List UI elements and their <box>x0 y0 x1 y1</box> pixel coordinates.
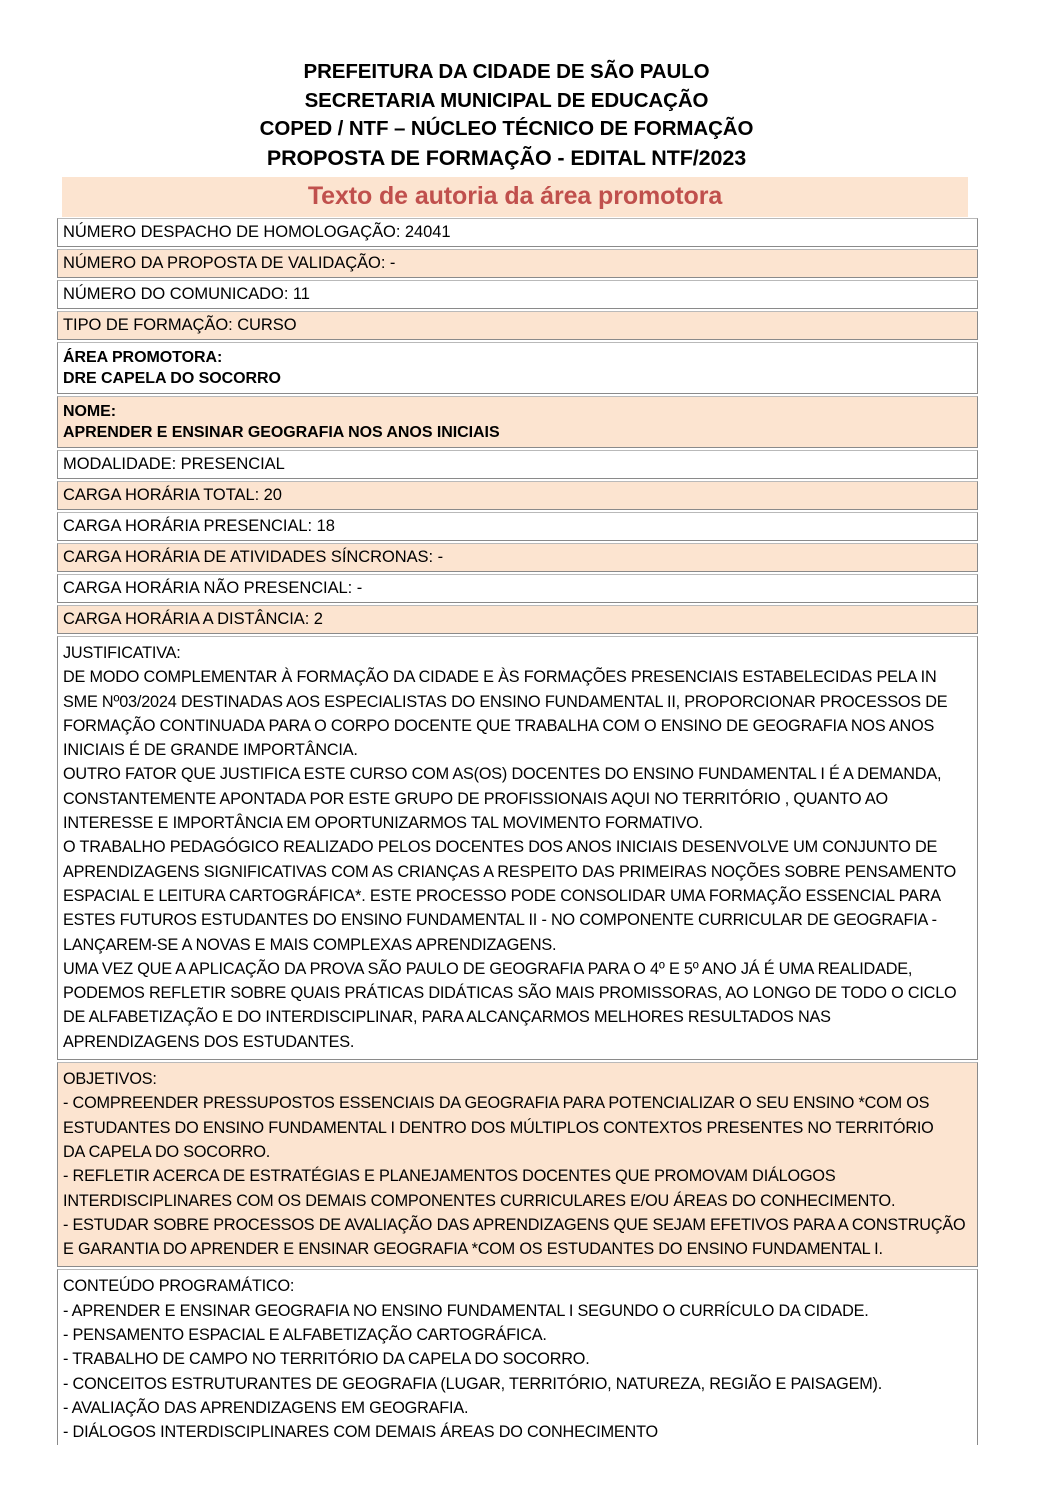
justificativa-line: UMA VEZ QUE A APLICAÇÃO DA PROVA SÃO PAULO DE GEOGRAFIA PARA O 4º E 5º ANO JÁ É UMA REALIDADE, <box>63 958 913 978</box>
document-header <box>57 58 978 172</box>
objetivos-line: - ESTUDAR SOBRE PROCESSOS DE AVALIAÇÃO DAS APRENDIZAGENS QUE SEJAM EFETIVOS PARA A CONSTRUÇÃO <box>63 1214 966 1234</box>
justificativa-line: LANÇAREM-SE A NOVAS E MAIS COMPLEXAS APRENDIZAGENS. <box>63 934 557 954</box>
justificativa-line: SME Nº03/2024 DESTINADAS AOS ESPECIALISTAS DO ENSINO FUNDAMENTAL II, PROPORCIONAR PROCESSOS DE <box>63 691 948 711</box>
justificativa-heading: JUSTIFICATIVA: <box>63 643 181 662</box>
header-line-secretaria: SECRETARIA MUNICIPAL DE EDUCAÇÃO <box>304 88 709 112</box>
justificativa-line: INICIAIS É DE GRANDE IMPORTÂNCIA. <box>63 740 358 760</box>
justificativa-line: ESPACIAL E LEITURA CARTOGRÁFICA*. ESTE PROCESSO PODE CONSOLIDAR UMA FORMAÇÃO ESSENCIAL PARA <box>63 885 941 905</box>
conteudo-line: - APRENDER E ENSINAR GEOGRAFIA NO ENSINO FUNDAMENTAL I SEGUNDO O CURRÍCULO DA CIDADE. <box>63 1300 869 1320</box>
section-banner-autoria <box>62 177 968 217</box>
field-carga-horaria-presencial: CARGA HORÁRIA PRESENCIAL: 18 <box>57 512 978 541</box>
objetivos-line: INTERDISCIPLINARES COM OS DEMAIS COMPONENTES CURRICULARES E/OU ÁREAS DO CONHECIMENTO. <box>63 1190 896 1210</box>
justificativa-line: PODEMOS REFLETIR SOBRE QUAIS PRÁTICAS DIDÁTICAS SÃO MAIS PROMISSORAS, AO LONGO DE TODO O CICLO <box>63 983 957 1003</box>
field-carga-horaria-nao-presencial: CARGA HORÁRIA NÃO PRESENCIAL: - <box>57 574 978 603</box>
header-line-proposta: PROPOSTA DE FORMAÇÃO - EDITAL NTF/2023 <box>266 145 747 170</box>
objetivos-line: - COMPREENDER PRESSUPOSTOS ESSENCIAIS DA GEOGRAFIA PARA POTENCIALIZAR O SEU ENSINO *COM OS <box>63 1093 930 1113</box>
field-despacho-homologacao: NÚMERO DESPACHO DE HOMOLOGAÇÃO: 24041 <box>57 218 978 247</box>
conteudo-line: - AVALIAÇÃO DAS APRENDIZAGENS EM GEOGRAFIA. <box>63 1397 469 1417</box>
section-conteudo-programatico <box>57 1269 978 1444</box>
field-proposta-validacao: NÚMERO DA PROPOSTA DE VALIDAÇÃO: - <box>57 249 978 278</box>
field-carga-horaria-distancia: CARGA HORÁRIA A DISTÂNCIA: 2 <box>57 605 978 634</box>
field-tipo-formacao: TIPO DE FORMAÇÃO: CURSO <box>57 311 978 340</box>
field-numero-comunicado: NÚMERO DO COMUNICADO: 11 <box>57 280 978 309</box>
justificativa-line: FORMAÇÃO CONTINUADA PARA O CORPO DOCENTE QUE TRABALHA COM O ENSINO DE GEOGRAFIA NOS ANOS <box>63 715 935 735</box>
field-carga-horaria-total: CARGA HORÁRIA TOTAL: 20 <box>57 481 978 510</box>
field-carga-horaria-sincronas: CARGA HORÁRIA DE ATIVIDADES SÍNCRONAS: - <box>57 543 978 572</box>
field-nome-formacao <box>57 396 978 448</box>
objetivos-line: - REFLETIR ACERCA DE ESTRATÉGIAS E PLANEJAMENTOS DOCENTES QUE PROMOVAM DIÁLOGOS <box>63 1166 836 1186</box>
objetivos-line: ESTUDANTES DO ENSINO FUNDAMENTAL I DENTRO DOS MÚLTIPLOS CONTEXTOS PRESENTES NO TERRITÓRIO <box>63 1117 934 1137</box>
proposal-fields-table <box>57 218 978 1445</box>
justificativa-line: DE MODO COMPLEMENTAR À FORMAÇÃO DA CIDADE E ÀS FORMAÇÕES PRESENCIAIS ESTABELECIDAS PELA IN <box>63 667 937 687</box>
objetivos-line: DA CAPELA DO SOCORRO. <box>63 1141 271 1161</box>
conteudo-line: - DIÁLOGOS INTERDISCIPLINARES COM DEMAIS ÁREAS DO CONHECIMENTO <box>63 1422 658 1442</box>
field-modalidade: MODALIDADE: PRESENCIAL <box>57 450 978 479</box>
nome-value: APRENDER E ENSINAR GEOGRAFIA NOS ANOS INICIAIS <box>63 424 500 441</box>
conteudo-line: - CONCEITOS ESTRUTURANTES DE GEOGRAFIA (LUGAR, TERRITÓRIO, NATUREZA, REGIÃO E PAISAGEM). <box>63 1373 883 1393</box>
justificativa-line: O TRABALHO PEDAGÓGICO REALIZADO PELOS DOCENTES DOS ANOS INICIAIS DESENVOLVE UM CONJUNTO DE <box>63 837 938 857</box>
banner-title: Texto de autoria da área promotora <box>307 182 723 210</box>
conteudo-line: - PENSAMENTO ESPACIAL E ALFABETIZAÇÃO CARTOGRÁFICA. <box>63 1325 547 1345</box>
conteudo-heading: CONTEÚDO PROGRAMÁTICO: <box>63 1276 295 1296</box>
objetivos-heading: OBJETIVOS: <box>63 1069 157 1089</box>
header-line-coped-ntf: COPED / NTF – NÚCLEO TÉCNICO DE FORMAÇÃO <box>259 117 754 140</box>
justificativa-line: INTERESSE E IMPORTÂNCIA EM OPORTUNIZARMOS TAL MOVIMENTO FORMATIVO. <box>63 813 703 833</box>
area-promotora-value: DRE CAPELA DO SOCORRO <box>63 370 281 387</box>
header-line-prefeitura: PREFEITURA DA CIDADE DE SÃO PAULO <box>303 60 710 83</box>
field-area-promotora <box>57 342 978 394</box>
area-promotora-label: ÁREA PROMOTORA: <box>63 349 223 366</box>
conteudo-line: - TRABALHO DE CAMPO NO TERRITÓRIO DA CAPELA DO SOCORRO. <box>63 1349 590 1369</box>
justificativa-line: OUTRO FATOR QUE JUSTIFICA ESTE CURSO COM AS(OS) DOCENTES DO ENSINO FUNDAMENTAL I É A DEMANDA, <box>63 764 942 784</box>
justificativa-line: ESTES FUTUROS ESTUDANTES DO ENSINO FUNDAMENTAL II - NO COMPONENTE CURRICULAR DE GEOGRAFIA - <box>63 910 937 930</box>
justificativa-line: DE ALFABETIZAÇÃO E DO INTERDISCIPLINAR, PARA ALCANÇARMOS MELHORES RESULTADOS NAS <box>63 1007 831 1027</box>
justificativa-line: APRENDIZAGENS SIGNIFICATIVAS COM AS CRIANÇAS A RESPEITO DAS PRIMEIRAS NOÇÕES SOBRE PENSAMENTO <box>63 861 957 881</box>
nome-label: NOME: <box>63 403 117 420</box>
justificativa-line: APRENDIZAGENS DOS ESTUDANTES. <box>63 1031 355 1051</box>
section-justificativa <box>57 636 978 1060</box>
objetivos-line: E GARANTIA DO APRENDER E ENSINAR GEOGRAFIA *COM OS ESTUDANTES DO ENSINO FUNDAMENTAL I. <box>63 1239 883 1259</box>
section-objetivos <box>57 1062 978 1267</box>
justificativa-line: CONSTANTEMENTE APONTADA POR ESTE GRUPO DE PROFISSIONAIS AQUI NO TERRITÓRIO , QUANTO AO <box>63 788 888 808</box>
